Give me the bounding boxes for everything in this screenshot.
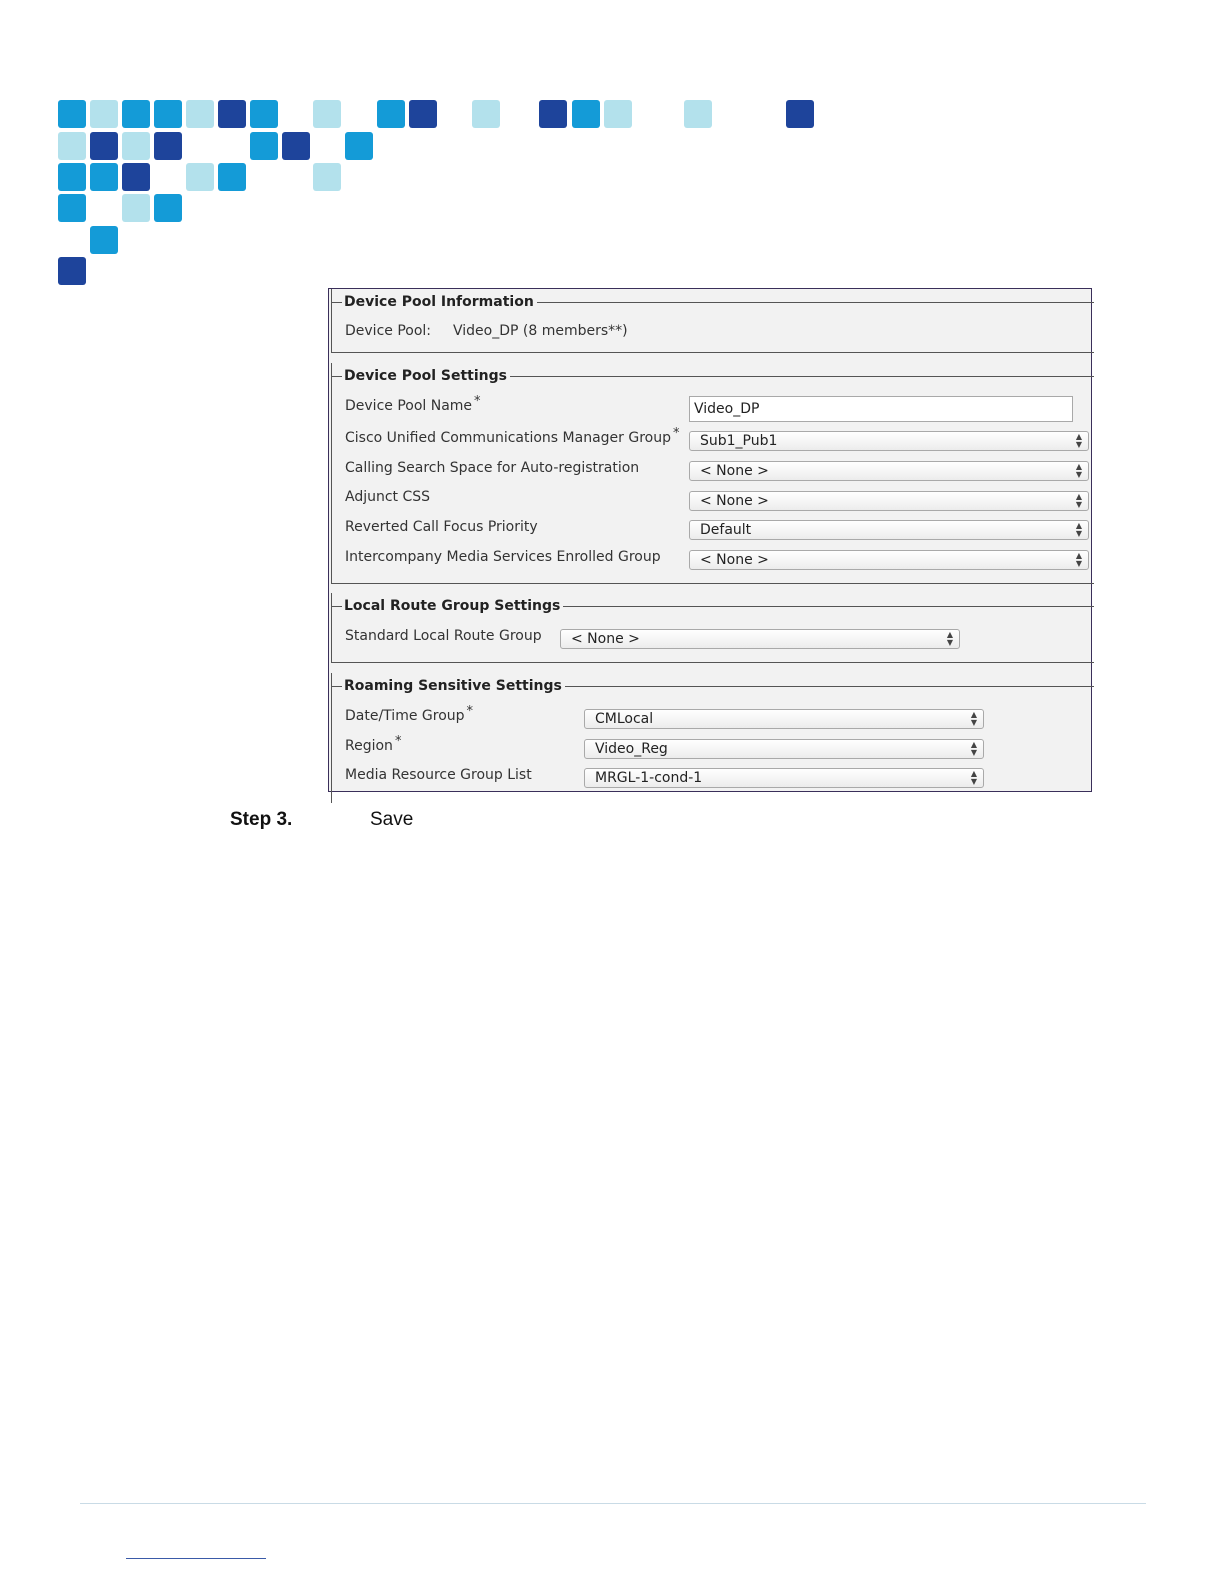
mosaic-square [58,132,86,160]
mosaic-square [90,100,118,128]
select-arrows-icon: ▲ ▼ [970,740,977,757]
standard-local-route-group-select[interactable]: < None > ▲ ▼ [560,629,960,649]
mosaic-square [122,194,150,222]
field-label: Intercompany Media Services Enrolled Group [345,549,661,565]
mosaic-square [154,132,182,160]
mosaic-square [218,100,246,128]
section-title: Device Pool Settings [342,368,510,384]
field-label: Calling Search Space for Auto-registration [345,460,640,476]
section-title: Roaming Sensitive Settings [342,678,565,694]
mosaic-square [90,226,118,254]
media-resource-group-list-select[interactable]: MRGL-1-cond-1 ▲ ▼ [584,768,984,788]
mosaic-square [250,100,278,128]
mosaic-square [684,100,712,128]
mosaic-square [58,257,86,285]
mosaic-square [58,163,86,191]
field-label: Cisco Unified Communications Manager Group * [345,426,680,446]
css-auto-registration-select[interactable]: < None > ▲ ▼ [689,461,1089,481]
mosaic-square [218,163,246,191]
section-title: Local Route Group Settings [342,598,563,614]
reverted-call-focus-select[interactable]: Default ▲ ▼ [689,520,1089,540]
select-arrows-icon: ▲ ▼ [1075,462,1082,479]
select-arrows-icon: ▲ ▼ [1075,492,1082,509]
date-time-group-select[interactable]: CMLocal ▲ ▼ [584,709,984,729]
field-label: Region * [345,734,402,754]
footer-divider [80,1503,1146,1504]
mosaic-square [539,100,567,128]
mosaic-square [313,100,341,128]
mosaic-square [58,194,86,222]
device-pool-settings-section [331,363,1094,584]
device-pool-value: Video_DP (8 members**) [453,323,628,339]
mosaic-square [345,132,373,160]
mosaic-square [154,100,182,128]
cucm-group-select[interactable]: Sub1_Pub1 ▲ ▼ [689,431,1089,451]
field-label: Adjunct CSS [345,489,431,505]
mosaic-square [122,132,150,160]
adjunct-css-select[interactable]: < None > ▲ ▼ [689,491,1089,511]
select-arrows-icon: ▲ ▼ [1075,551,1082,568]
mosaic-square [377,100,405,128]
mosaic-square [250,132,278,160]
select-arrows-icon: ▲ ▼ [1075,521,1082,538]
mosaic-square [472,100,500,128]
select-arrows-icon: ▲ ▼ [1075,432,1082,449]
mosaic-square [122,100,150,128]
region-select[interactable]: Video_Reg ▲ ▼ [584,739,984,759]
device-pool-name-input[interactable]: Video_DP [689,396,1073,422]
mosaic-square [572,100,600,128]
mosaic-square [282,132,310,160]
device-pool-label: Device Pool: [345,323,432,339]
mosaic-square [154,194,182,222]
roaming-sensitive-section [331,673,1094,803]
field-label: Standard Local Route Group [345,628,542,644]
select-arrows-icon: ▲ ▼ [970,710,977,727]
select-arrows-icon: ▲ ▼ [970,769,977,786]
mosaic-square [90,163,118,191]
device-pool-information-section [331,289,1094,353]
footer-link-underline [126,1558,266,1559]
step-text: Save [370,809,414,830]
select-arrows-icon: ▲ ▼ [946,630,953,647]
field-label: Media Resource Group List [345,767,532,783]
mosaic-square [604,100,632,128]
mosaic-square [186,100,214,128]
device-pool-config-screenshot [328,288,1092,792]
local-route-group-section [331,593,1094,663]
mosaic-square [122,163,150,191]
mosaic-square [186,163,214,191]
mosaic-square [409,100,437,128]
mosaic-square [313,163,341,191]
mosaic-square [786,100,814,128]
intercompany-media-select[interactable]: < None > ▲ ▼ [689,550,1089,570]
mosaic-square [90,132,118,160]
mosaic-square [58,100,86,128]
step-number: Step 3. [230,809,293,830]
section-title: Device Pool Information [342,294,537,310]
field-label: Date/Time Group * [345,704,474,724]
field-label: Device Pool Name * [345,394,481,414]
field-label: Reverted Call Focus Priority [345,519,538,535]
